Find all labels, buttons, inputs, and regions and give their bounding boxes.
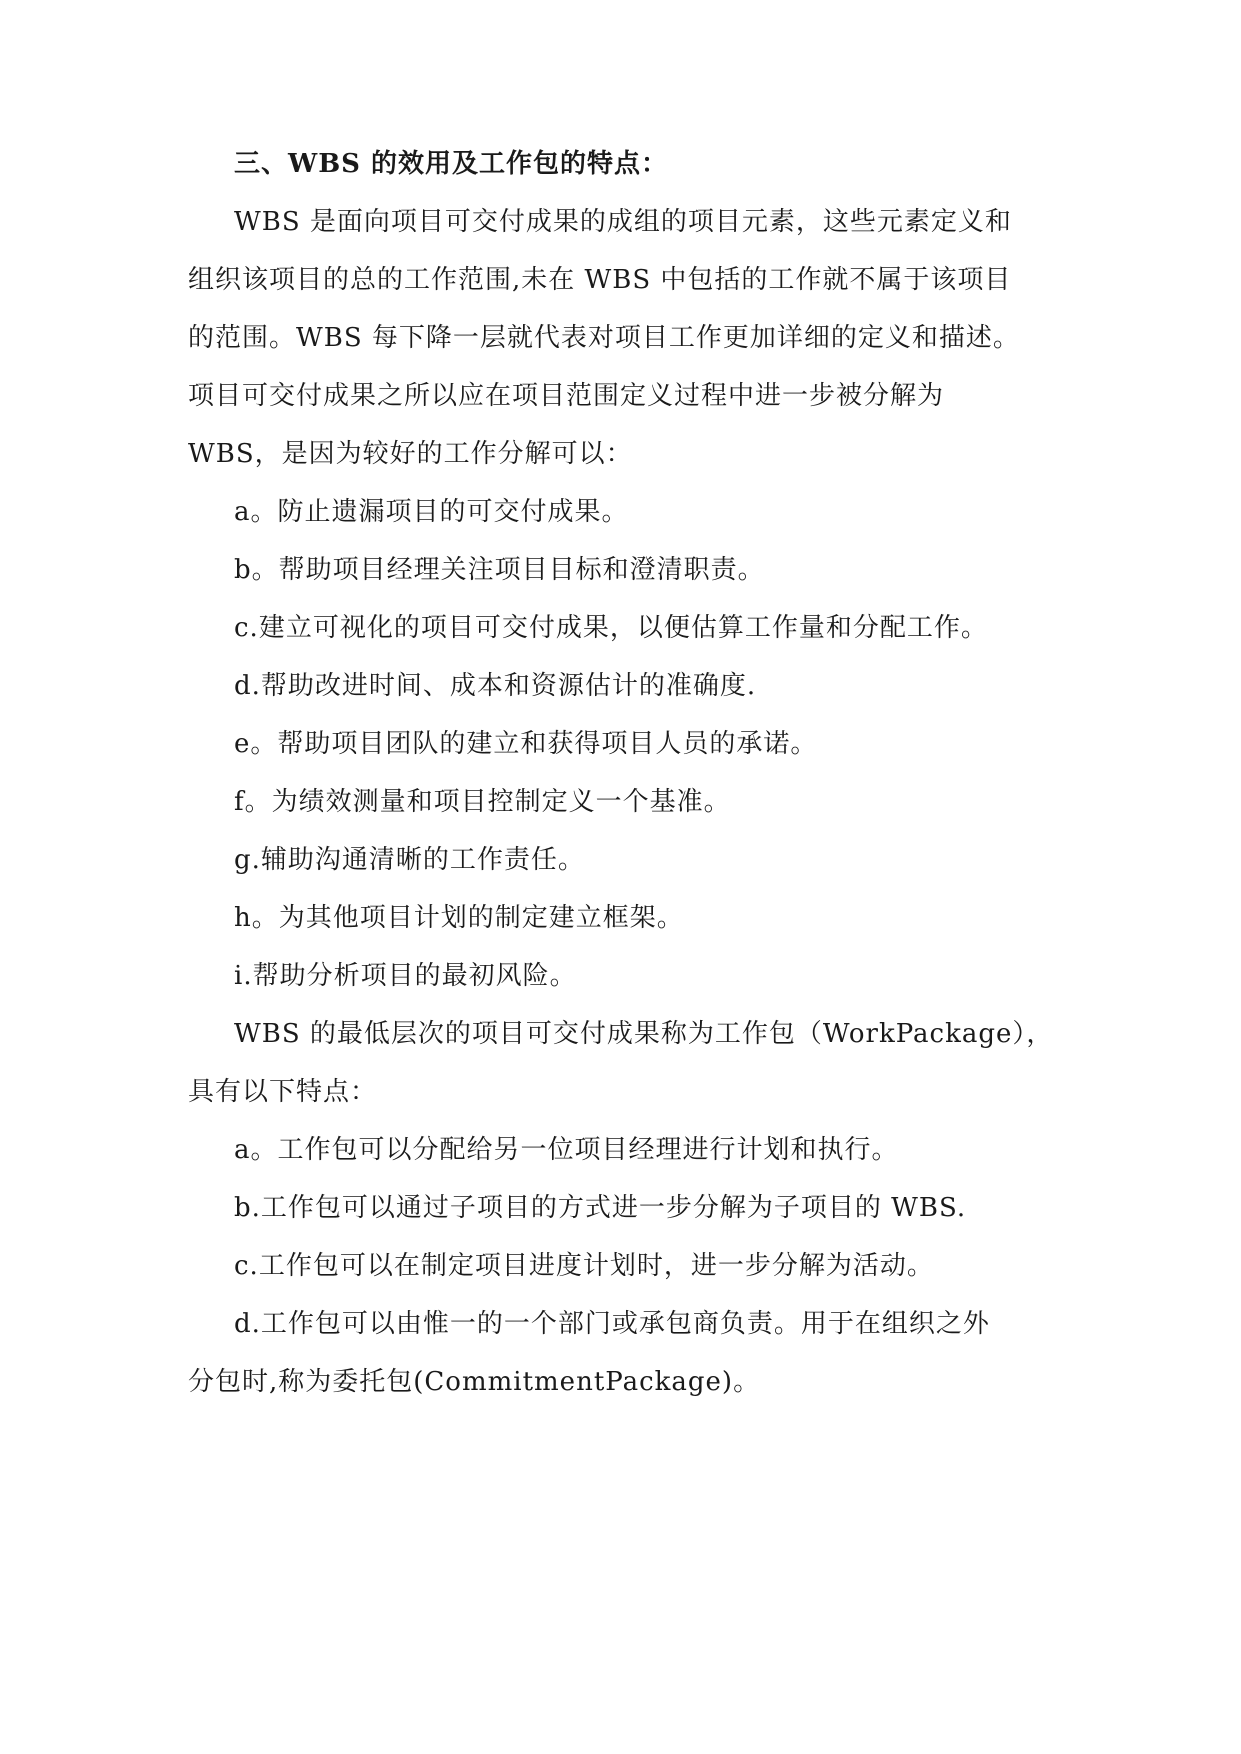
paragraph-line: WBS 是面向项目可交付成果的成组的项目元素，这些元素定义和	[234, 207, 1012, 237]
list-item-benefit: c.建立可视化的项目可交付成果，以便估算工作量和分配工作。	[234, 613, 988, 643]
paragraph-line: WBS 的最低层次的项目可交付成果称为工作包（WorkPackage），	[234, 1019, 1054, 1049]
list-item-benefit: b。帮助项目经理关注项目目标和澄清职责。	[234, 555, 765, 585]
list-item-benefit: g.辅助沟通清晰的工作责任。	[234, 845, 585, 875]
list-item-feature: a。工作包可以分配给另一位项目经理进行计划和执行。	[234, 1135, 899, 1165]
paragraph-line: 的范围。WBS 每下降一层就代表对项目工作更加详细的定义和描述。	[188, 323, 1020, 353]
list-item-benefit: f。为绩效测量和项目控制定义一个基准。	[234, 787, 731, 817]
section-heading: 三、WBS 的效用及工作包的特点：	[234, 149, 669, 179]
list-item-feature: d.工作包可以由惟一的一个部门或承包商负责。用于在组织之外	[234, 1309, 990, 1339]
paragraph-line: 组织该项目的总的工作范围,未在 WBS 中包括的工作就不属于该项目	[188, 265, 1012, 295]
list-item-benefit: a。防止遗漏项目的可交付成果。	[234, 497, 629, 527]
list-item-benefit: e。帮助项目团队的建立和获得项目人员的承诺。	[234, 729, 818, 759]
list-item-benefit: i.帮助分析项目的最初风险。	[234, 961, 577, 991]
paragraph-line: 项目可交付成果之所以应在项目范围定义过程中进一步被分解为	[188, 381, 945, 411]
list-item-benefit: h。为其他项目计划的制定建立框架。	[234, 903, 684, 933]
paragraph-line: 分包时,称为委托包(CommitmentPackage)。	[188, 1367, 761, 1397]
paragraph-line: WBS，是因为较好的工作分解可以：	[188, 439, 633, 469]
list-item-feature: c.工作包可以在制定项目进度计划时，进一步分解为活动。	[234, 1251, 934, 1281]
paragraph-line: 具有以下特点：	[188, 1077, 378, 1107]
list-item-benefit: d.帮助改进时间、成本和资源估计的准确度.	[234, 671, 757, 701]
list-item-feature: b.工作包可以通过子项目的方式进一步分解为子项目的 WBS.	[234, 1193, 967, 1223]
